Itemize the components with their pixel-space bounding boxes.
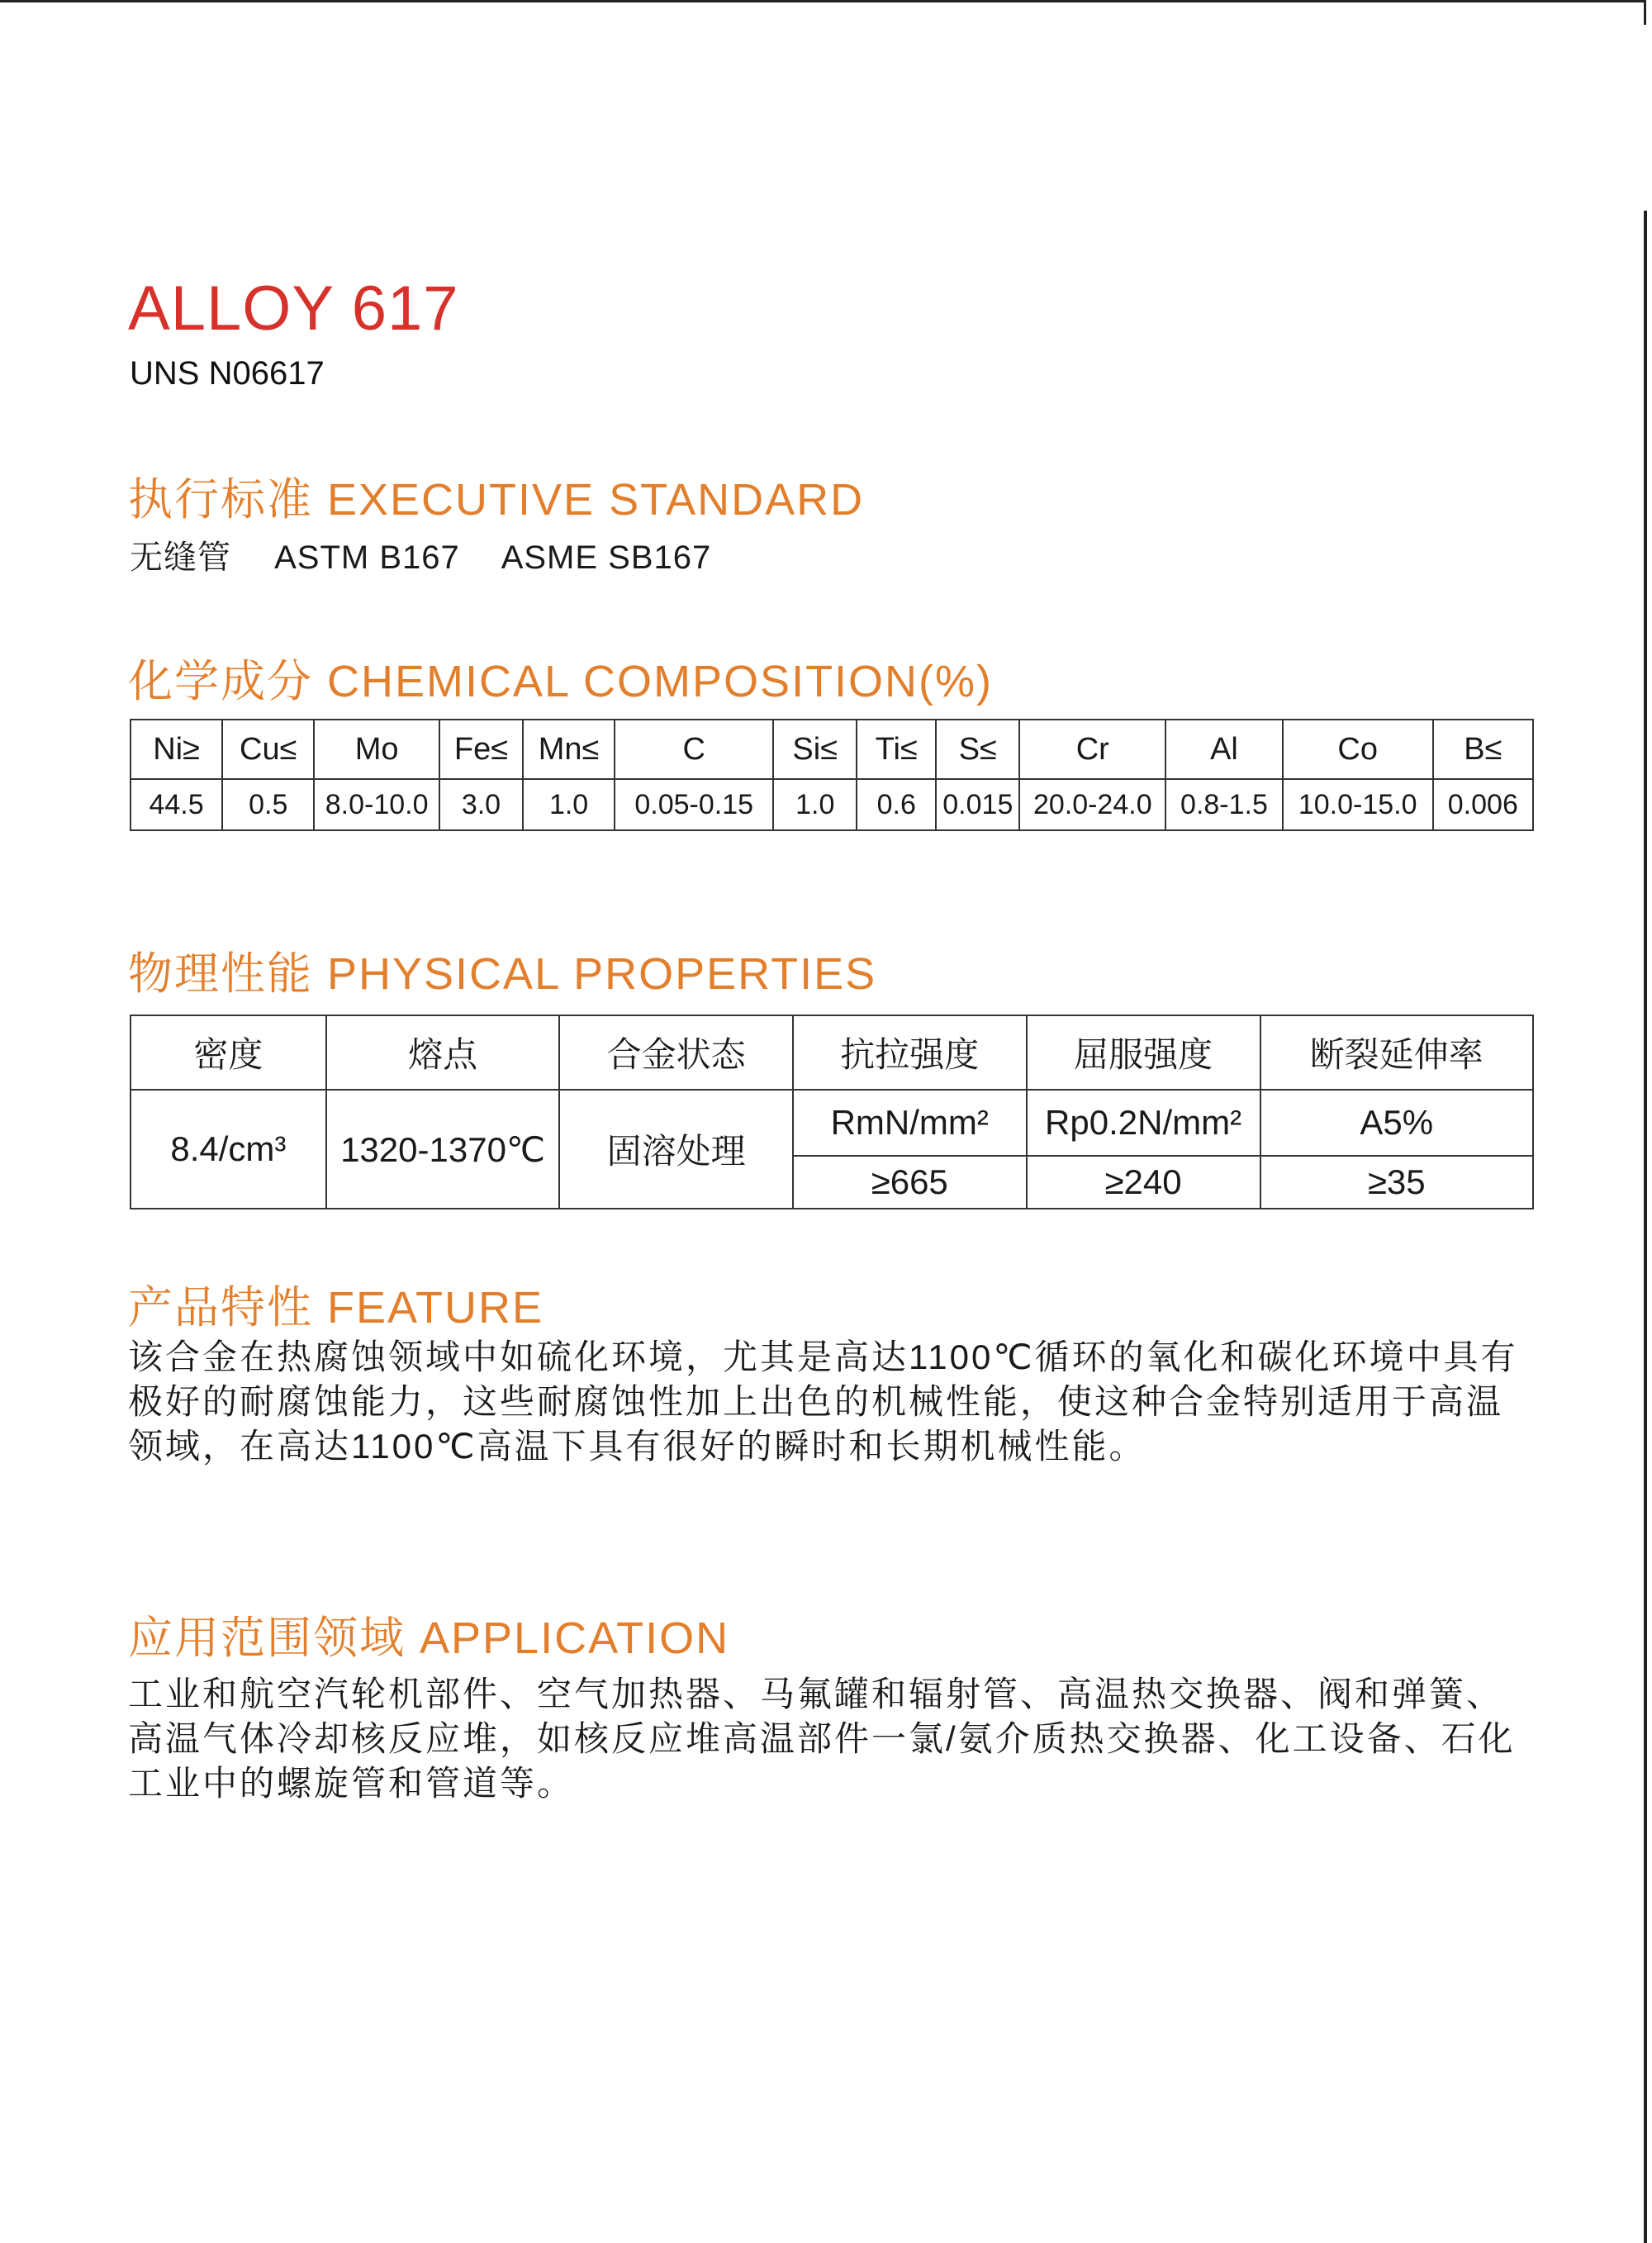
chem-value-cell: 44.5: [131, 779, 222, 830]
chem-header-cell: S≤: [936, 720, 1019, 779]
page-border-top: [0, 0, 1645, 2]
chem-header-cell: Si≤: [773, 720, 857, 779]
chem-value-cell: 10.0-15.0: [1283, 779, 1433, 830]
alloy-title: ALLOY 617: [128, 273, 459, 344]
chem-value-cell: 0.6: [857, 779, 936, 830]
chemical-composition-heading: 化学成分 CHEMICAL COMPOSITION(%): [128, 657, 994, 706]
chem-value-cell: 0.8-1.5: [1165, 779, 1283, 830]
chem-value-cell: 0.006: [1433, 779, 1533, 830]
phys-header-cell: 屈服强度: [1027, 1015, 1260, 1090]
chem-value-cell: 1.0: [523, 779, 615, 830]
standard-item: ASTM B167: [274, 539, 460, 576]
chem-header-cell: Mo: [314, 720, 439, 779]
chem-value-cell: 0.5: [222, 779, 314, 830]
yield-value: ≥240: [1027, 1156, 1260, 1209]
tensile-unit: RmN/mm²: [793, 1090, 1027, 1156]
chem-header-cell: C: [615, 720, 773, 779]
page-border-right-top: [1644, 0, 1646, 25]
chem-value-cell: 3.0: [439, 779, 523, 830]
phys-header-row: [131, 1015, 1533, 1090]
elongation-value: ≥35: [1260, 1156, 1533, 1209]
chem-header-cell: Co: [1283, 720, 1433, 779]
chem-value-cell: 20.0-24.0: [1019, 779, 1165, 830]
phys-header-cell: 抗拉强度: [793, 1015, 1027, 1090]
chem-header-cell: Fe≤: [439, 720, 523, 779]
chem-header-cell: Cr: [1019, 720, 1165, 779]
application-heading: 应用范围领域 APPLICATION: [128, 1613, 730, 1663]
chemical-composition-table: [130, 719, 1534, 831]
chem-value-cell: 1.0: [773, 779, 857, 830]
melting-point-value: 1320-1370℃: [326, 1090, 560, 1209]
uns-number: UNS N06617: [130, 355, 325, 392]
phys-header-cell: 熔点: [326, 1015, 560, 1090]
chem-value-cell: 8.0-10.0: [314, 779, 439, 830]
yield-unit: Rp0.2N/mm²: [1027, 1090, 1260, 1156]
feature-heading: 产品特性 FEATURE: [128, 1283, 544, 1333]
chem-header-row: [131, 720, 1533, 779]
standard-item: 无缝管: [130, 539, 231, 576]
alloy-state-value: 固溶处理: [559, 1090, 792, 1209]
chem-header-cell: Al: [1165, 720, 1283, 779]
executive-standard-line: [130, 531, 744, 578]
standard-item: ASME SB167: [501, 539, 712, 576]
page-border-right: [1644, 211, 1647, 2243]
application-paragraph: 工业和航空汽轮机部件、空气加热器、马氟罐和辐射管、高温热交换器、阀和弹簧、高温气体冷却核反应堆，如核反应堆高温部件一氯/氨介质热交换器、化工设备、石化工业中的螺旋管和管道等。: [128, 1675, 1516, 1803]
chem-header-cell: Ti≤: [857, 720, 936, 779]
feature-paragraph: 该合金在热腐蚀领域中如硫化环境，尤其是高达1100℃循环的氧化和碳化环境中具有极好的耐腐蚀能力，这些耐腐蚀性加上出色的机械性能，使这种合金特别适用于高温领域，在高达1100℃高温下具有很好的瞬时和长期机械性能。: [128, 1338, 1518, 1466]
tensile-value: ≥665: [793, 1156, 1027, 1209]
phys-unit-row: [131, 1090, 1533, 1156]
chem-value-row: [131, 779, 1533, 830]
chem-header-cell: B≤: [1433, 720, 1533, 779]
phys-header-cell: 密度: [131, 1015, 326, 1090]
physical-properties-table: [130, 1015, 1534, 1209]
phys-header-cell: 合金状态: [559, 1015, 792, 1090]
chem-value-cell: 0.015: [936, 779, 1019, 830]
density-value: 8.4/cm³: [131, 1090, 326, 1209]
physical-properties-heading: 物理性能 PHYSICAL PROPERTIES: [128, 949, 877, 999]
chem-header-cell: Ni≥: [131, 720, 222, 779]
chem-header-cell: Mn≤: [523, 720, 615, 779]
executive-standard-heading: 执行标准 EXECUTIVE STANDARD: [128, 475, 865, 525]
elongation-unit: A5%: [1260, 1090, 1533, 1156]
chem-value-cell: 0.05-0.15: [615, 779, 773, 830]
chem-header-cell: Cu≤: [222, 720, 314, 779]
phys-header-cell: 断裂延伸率: [1260, 1015, 1533, 1090]
